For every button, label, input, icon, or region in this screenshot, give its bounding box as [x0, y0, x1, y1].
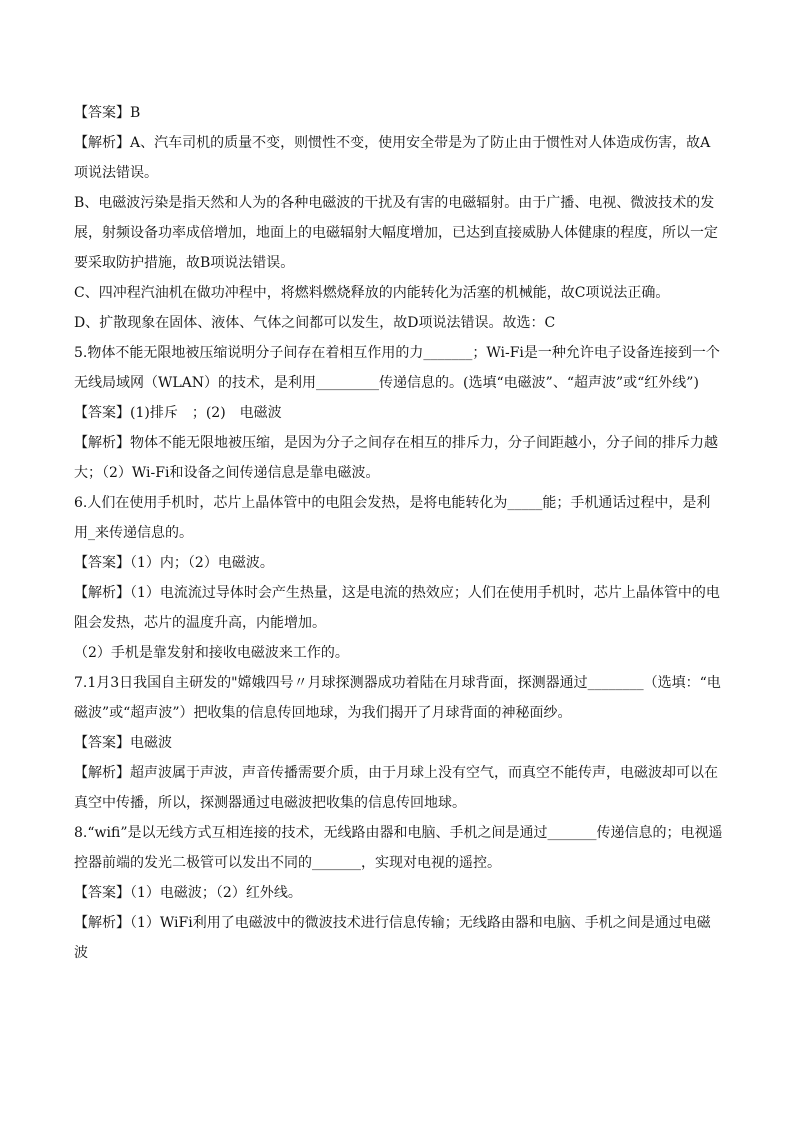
analysis-paragraph: D、扩散现象在固体、液体、气体之间都可以发生，故D项说法错误。故选：C	[74, 315, 556, 331]
analysis-paragraph: 【解析】（1）WiFi利用了电磁波中的微波技术进行信息传输；无线路由器和电脑、手机之间是通过电磁波	[74, 915, 711, 961]
analysis-paragraph: 【解析】A、汽车司机的质量不变，则惯性不变，使用安全带是为了防止由于惯性对人体造成伤害，故A项说法错误。	[74, 135, 711, 181]
analysis-paragraph: （2）手机是靠发射和接收电磁波来工作的。	[74, 645, 349, 661]
answer-line: 【答案】（1）内；（2）电磁波。	[74, 555, 274, 571]
document-body	[74, 98, 724, 968]
question-paragraph: 5.物体不能无限地被压缩说明分子间存在着相互作用的力_______；Wi-Fi是一种允许电子设备连接到一个无线局域网（WLAN）的技术，是利用_________传递信息的。(选填“电磁波”、“超声波”或“红外线”)	[74, 345, 720, 391]
question-paragraph: 8.“wifi”是以无线方式互相连接的技术，无线路由器和电脑、手机之间是通过_______传递信息的；电视遥控器前端的发光二极管可以发出不同的_______，实现对电视的遥控。	[74, 825, 723, 871]
analysis-paragraph: 【解析】（1）电流流过导体时会产生热量，这是电流的热效应；人们在使用手机时，芯片上晶体管中的电阻会发热，芯片的温度升高，内能增加。	[74, 585, 720, 631]
answer-line: 【答案】B	[74, 105, 141, 121]
answer-line: 【答案】（1）电磁波；（2）红外线。	[74, 885, 302, 901]
answer-line: 【答案】(1)排斥 ；(2) 电磁波	[74, 405, 282, 421]
analysis-paragraph: 【解析】物体不能无限地被压缩，是因为分子之间存在相互的排斥力，分子间距越小，分子间的排斥力越大；（2）Wi-Fi和设备之间传递信息是靠电磁波。	[74, 435, 718, 481]
question-paragraph: 6.人们在使用手机时，芯片上晶体管中的电阻会发热，是将电能转化为_____能；手机通话过程中，是利用_来传递信息的。	[74, 495, 711, 541]
analysis-paragraph: B、电磁波污染是指天然和人为的各种电磁波的干扰及有害的电磁辐射。由于广播、电视、微波技术的发展，射频设备功率成倍增加，地面上的电磁辐射大幅度增加，已达到直接威胁人体健康的程度，所以一定要采取防护措施，故B项说法错误。	[74, 195, 718, 271]
answer-line: 【答案】电磁波	[74, 735, 172, 751]
analysis-paragraph: C、四冲程汽油机在做功冲程中，将燃料燃烧释放的内能转化为活塞的机械能，故C项说法正确。	[74, 285, 670, 301]
analysis-paragraph: 【解析】超声波属于声波，声音传播需要介质，由于月球上没有空气，而真空不能传声，电磁波却可以在真空中传播，所以，探测器通过电磁波把收集的信息传回地球。	[74, 765, 718, 811]
question-paragraph: 7.1月3日我国自主研发的"嫦娥四号〃月球探测器成功着陆在月球背面，探测器通过________（选填：“电磁波”或“超声波”）把收集的信息传回地球，为我们揭开了月球背面的神秘面纱。	[74, 675, 721, 721]
